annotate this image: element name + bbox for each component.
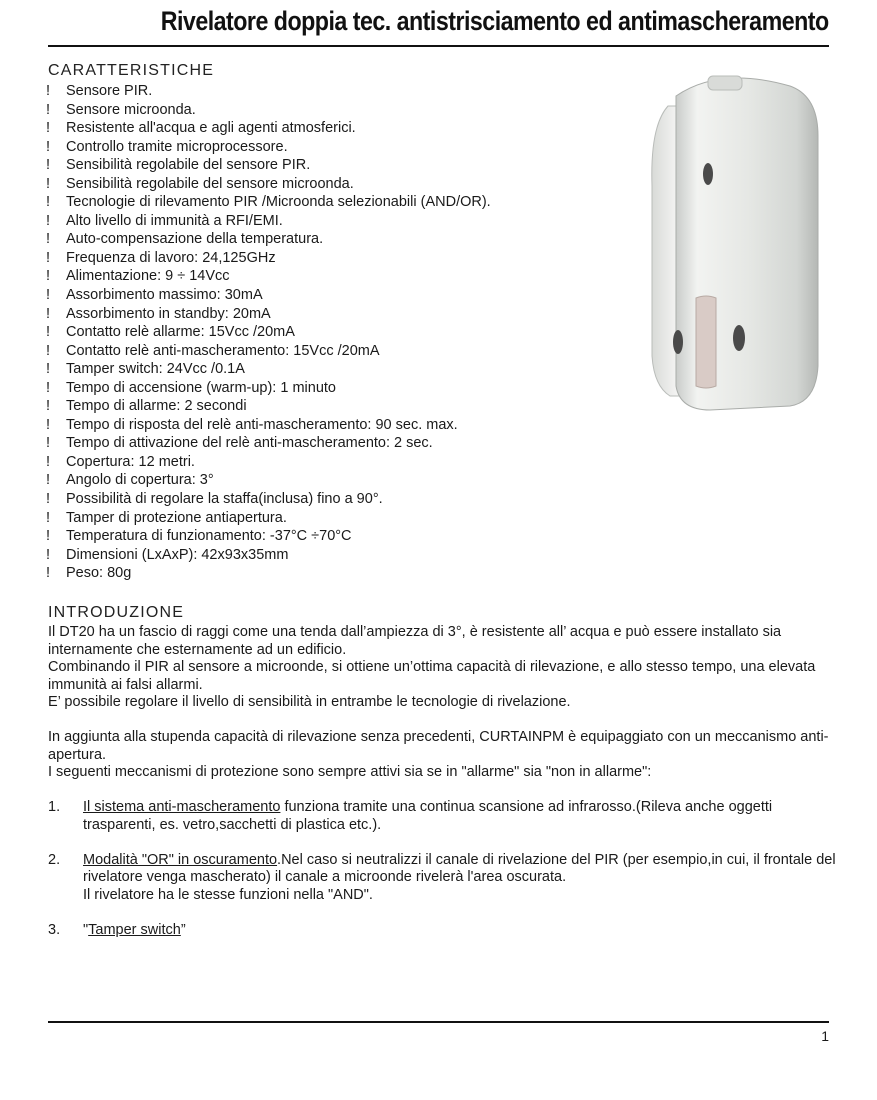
- bullet-mark: !: [46, 509, 51, 526]
- top-rule: [48, 45, 829, 47]
- bullet-mark: !: [46, 101, 51, 118]
- feature-text: Tamper switch: 24Vcc /0.1A: [66, 361, 245, 378]
- features-heading: CARATTERISTICHE: [48, 62, 215, 79]
- bullet-mark: !: [46, 342, 51, 359]
- intro-paragraph-3: E’ possibile regolare il livello di sensibilità in entrambe le tecnologie di rivelazione.: [48, 694, 571, 710]
- detector-lower-left-hole: [673, 330, 683, 354]
- item-number: 2.: [48, 851, 61, 868]
- bullet-mark: !: [46, 212, 51, 229]
- bullet-mark: !: [46, 175, 51, 192]
- feature-text: Alimentazione: 9 ÷ 14Vcc: [66, 268, 230, 285]
- bullet-mark: !: [46, 528, 51, 545]
- feature-text: Angolo di copertura: 3°: [66, 472, 214, 489]
- feature-text: Resistente all'acqua e agli agenti atmosferici.: [66, 120, 356, 137]
- bullet-mark: !: [46, 249, 51, 266]
- bullet-mark: !: [46, 157, 51, 174]
- feature-text: Tempo di allarme: 2 secondi: [66, 398, 247, 415]
- intro-paragraph-1: Il DT20 ha un fascio di raggi come una tenda dall’ampiezza di 3°, è resistente all’ acqua e può essere installato sia internamente che esternamente ad un edificio.: [48, 624, 782, 658]
- bullet-mark: !: [46, 305, 51, 322]
- feature-item: [46, 175, 606, 194]
- detector-lens-slot: [696, 296, 716, 388]
- detector-top-notch: [708, 76, 742, 90]
- protection-item-3: [48, 922, 838, 940]
- feature-item: [46, 564, 606, 583]
- detector-image: [640, 66, 830, 416]
- intro-text: [48, 624, 838, 939]
- bullet-mark: !: [46, 268, 51, 285]
- item-text: .Nel caso si neutralizzi il canale di rivelazione del PIR (per esempio,in cui, il frontale del rivelatore venga mascherato) il canale a microonde rivelerà l'area oscurata.: [83, 851, 836, 885]
- bullet-mark: !: [46, 491, 51, 508]
- feature-text: Assorbimento massimo: 30mA: [66, 287, 263, 304]
- bullet-mark: !: [46, 379, 51, 396]
- feature-text: Sensibilità regolabile del sensore PIR.: [66, 157, 311, 174]
- page-number: 1: [821, 1028, 829, 1044]
- feature-item: [46, 212, 606, 231]
- feature-item: [46, 397, 606, 416]
- feature-item: [46, 509, 606, 528]
- item-text: funziona tramite una continua scansione ad infrarosso.(Rileva anche oggetti trasparenti, es. vetro,sacchetti di plastica etc.).: [83, 799, 773, 833]
- feature-text: Alto livello di immunità a RFI/EMI.: [66, 212, 283, 229]
- item-title: Modalità "OR" in oscuramento: [83, 851, 278, 868]
- feature-item: [46, 471, 606, 490]
- feature-item: [46, 249, 606, 268]
- features-list: [46, 82, 606, 583]
- feature-item: [46, 379, 606, 398]
- intro-paragraph-4: In aggiunta alla stupenda capacità di rilevazione senza precedenti, CURTAINPM è equipaggiato con un meccanismo anti-apertura.: [48, 729, 829, 763]
- feature-text: Sensibilità regolabile del sensore microonda.: [66, 175, 354, 192]
- feature-text: Tecnologie di rilevamento PIR /Microonda selezionabili (AND/OR).: [66, 194, 491, 211]
- feature-text: Tempo di attivazione del relè anti-mascheramento: 2 sec.: [66, 435, 433, 452]
- feature-text: Assorbimento in standby: 20mA: [66, 305, 271, 322]
- feature-text: Dimensioni (LxAxP): 42x93x35mm: [66, 546, 289, 563]
- feature-item: [46, 101, 606, 120]
- bullet-mark: !: [46, 546, 51, 563]
- feature-text: Tempo di risposta del relè anti-mascheramento: 90 sec. max.: [66, 416, 458, 433]
- protection-item-2: [48, 852, 838, 905]
- page-title: Rivelatore doppia tec. antistrisciamento ed antimascheramento: [161, 6, 829, 36]
- bullet-mark: !: [46, 194, 51, 211]
- bullet-mark: !: [46, 287, 51, 304]
- item-prefix: ": [83, 921, 89, 938]
- feature-text: Sensore PIR.: [66, 83, 153, 99]
- feature-item: [46, 527, 606, 546]
- feature-text: Possibilità di regolare la staffa(inclusa) fino a 90°.: [66, 491, 383, 508]
- feature-item: [46, 434, 606, 453]
- intro-heading: INTRODUZIONE: [48, 604, 185, 621]
- feature-item: [46, 305, 606, 324]
- bullet-mark: !: [46, 565, 51, 582]
- bottom-rule: [48, 1021, 829, 1023]
- feature-text: Peso: 80g: [66, 565, 132, 582]
- feature-item: [46, 286, 606, 305]
- feature-item: [46, 342, 606, 361]
- bullet-mark: !: [46, 472, 51, 489]
- item-suffix: ”: [180, 921, 186, 938]
- detector-upper-hole: [703, 163, 713, 185]
- feature-item: [46, 156, 606, 175]
- feature-text: Auto-compensazione della temperatura.: [66, 231, 324, 248]
- feature-item: [46, 490, 606, 509]
- feature-item: [46, 546, 606, 565]
- detector-lower-right-hole: [733, 325, 745, 351]
- protection-item-1: [48, 799, 838, 834]
- feature-text: Copertura: 12 metri.: [66, 453, 195, 470]
- feature-item: [46, 360, 606, 379]
- bullet-mark: !: [46, 324, 51, 341]
- feature-item: [46, 119, 606, 138]
- bullet-mark: !: [46, 361, 51, 378]
- feature-text: Tamper di protezione antiapertura.: [66, 509, 287, 526]
- intro-paragraph-5: I seguenti meccanismi di protezione sono sempre attivi sia se in "allarme" sia "non in allarme":: [48, 764, 652, 780]
- bullet-mark: !: [46, 83, 51, 99]
- feature-text: Contatto relè allarme: 15Vcc /20mA: [66, 324, 295, 341]
- feature-item: [46, 323, 606, 342]
- feature-item: [46, 138, 606, 157]
- feature-item: [46, 267, 606, 286]
- bullet-mark: !: [46, 453, 51, 470]
- feature-text: Frequenza di lavoro: 24,125GHz: [66, 249, 276, 266]
- item-extra: Il rivelatore ha le stesse funzioni nella "AND".: [83, 886, 373, 903]
- bullet-mark: !: [46, 138, 51, 155]
- item-title: Il sistema anti-mascheramento: [83, 799, 281, 815]
- bullet-mark: !: [46, 435, 51, 452]
- bullet-mark: !: [46, 231, 51, 248]
- item-number: 1.: [48, 799, 61, 815]
- feature-item: [46, 82, 606, 101]
- item-number: 3.: [48, 921, 61, 938]
- feature-text: Temperatura di funzionamento: -37°C ÷70°C: [66, 528, 352, 545]
- feature-text: Tempo di accensione (warm-up): 1 minuto: [66, 379, 336, 396]
- feature-text: Controllo tramite microprocessore.: [66, 138, 288, 155]
- feature-item: [46, 193, 606, 212]
- feature-text: Contatto relè anti-mascheramento: 15Vcc /20mA: [66, 342, 380, 359]
- feature-text: Sensore microonda.: [66, 101, 196, 118]
- bullet-mark: !: [46, 120, 51, 137]
- intro-paragraph-2: Combinando il PIR al sensore a microonde, si ottiene un’ottima capacità di rilevazione, e allo stesso tempo, una elevata immunità ai falsi allarmi.: [48, 659, 816, 693]
- feature-item: [46, 416, 606, 435]
- feature-item: [46, 453, 606, 472]
- feature-item: [46, 230, 606, 249]
- bullet-mark: !: [46, 416, 51, 433]
- bullet-mark: !: [46, 398, 51, 415]
- item-title: Tamper switch: [88, 921, 181, 938]
